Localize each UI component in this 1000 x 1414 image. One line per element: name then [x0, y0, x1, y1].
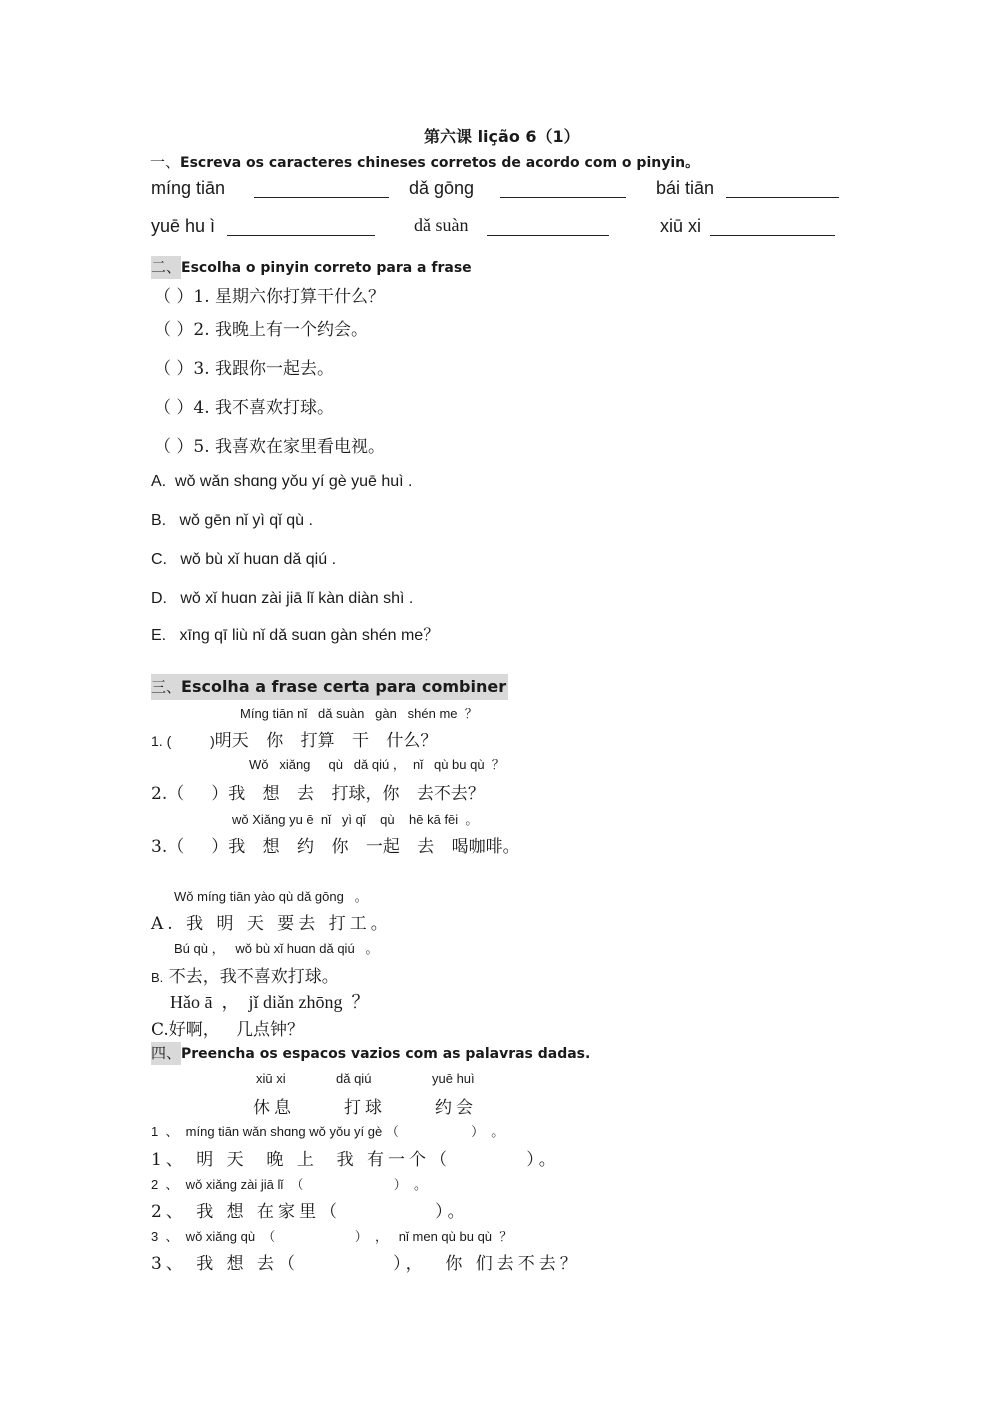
- item-sentence: 3. 我跟你一起去。: [193, 359, 335, 379]
- fill-question-1[interactable]: 1、 明 天 晚 上 我 有一个（ ）。: [151, 1150, 560, 1170]
- q2-pinyin: Wǒ xiǎng qù dǎ qiú ， nǐ qù bu qù ？: [249, 757, 505, 772]
- option-text: wǒ gēn nǐ yì qǐ qù .: [179, 512, 313, 529]
- page-title: 第六课 lição 6（1）: [424, 127, 580, 146]
- answer-blank[interactable]: [726, 181, 839, 198]
- match-item: [154, 393, 334, 418]
- combine-question-1: [151, 726, 437, 751]
- section-3-instruction: Escolha a frase certa para combiner: [181, 677, 507, 696]
- option-letter: E.: [151, 627, 167, 644]
- pinyin-word: dǎ gōng: [409, 178, 475, 198]
- question-sentence: 明天 你 打算 干 什么？: [214, 731, 438, 751]
- pinyin-word: xiū xi: [660, 216, 702, 236]
- section-4-header: [151, 1042, 590, 1063]
- fill-q1-pinyin: 1 、 míng tiān wǎn shɑng wǒ yǒu yí gè （ ） 。: [151, 1124, 505, 1139]
- section-2-instruction: Escolha o pinyin correto para a frase: [181, 260, 472, 276]
- option-letter: B.: [151, 512, 167, 529]
- item-sentence: 4. 我不喜欢打球。: [193, 398, 335, 418]
- word-chinese: 休息: [253, 1098, 295, 1118]
- section-1-instruction: Escreva os caracteres chineses corretos de acordo com o pinyin。: [180, 155, 700, 171]
- pinyin-option-d: [151, 590, 413, 608]
- option-text: wǒ wǎn shɑng yǒu yí gè yuē huì .: [175, 473, 413, 490]
- section-1-number: 一、: [150, 153, 181, 171]
- pinyin-option-b: [151, 512, 313, 530]
- section-2-header: [151, 256, 472, 277]
- q1-pinyin: Míng tiān nǐ dǎ suàn gàn shén me ？: [240, 706, 478, 721]
- answer-parens[interactable]: （ ）: [154, 320, 194, 340]
- pinyin-option-c: [151, 551, 336, 569]
- match-item: [154, 315, 368, 340]
- question-number[interactable]: 3.（ ）: [151, 837, 229, 857]
- item-sentence: 5. 我喜欢在家里看电视。: [193, 437, 386, 457]
- combine-question-3: [151, 832, 520, 857]
- answer-parens[interactable]: （ ）: [154, 287, 194, 307]
- match-item: [154, 282, 385, 307]
- pinyin-word: yuē hu ì: [151, 216, 216, 236]
- answer-blank[interactable]: [710, 219, 835, 236]
- section-1-header: [150, 151, 699, 172]
- answer-parens[interactable]: （ ）: [154, 398, 194, 418]
- question-sentence: 我 想 约 你 一起 去 喝咖啡。: [228, 837, 520, 857]
- answer-a-pinyin: Wǒ míng tiān yào qù dǎ gōng 。: [174, 889, 368, 904]
- answer-b: [151, 962, 339, 987]
- answer-c: C.好啊， 几点钟？: [151, 1020, 305, 1040]
- match-item: [154, 354, 334, 379]
- section-4-instruction: Preencha os espacos vazios com as palavras dadas.: [181, 1046, 591, 1062]
- fill-q3-pinyin: 3 、 wǒ xiǎng qù （ ） ， nǐ men qù bu qù ？: [151, 1229, 513, 1244]
- answer-blank[interactable]: [227, 219, 375, 236]
- pinyin-word: bái tiān: [656, 178, 715, 198]
- answer-parens[interactable]: （ ）: [154, 359, 194, 379]
- pinyin-word: dǎ suàn: [414, 215, 469, 235]
- option-letter: A.: [151, 473, 167, 490]
- question-number[interactable]: 2.（ ）: [151, 784, 229, 804]
- item-sentence: 1. 星期六你打算干什么？: [193, 287, 386, 307]
- answer-b-pinyin: Bú qù ， wǒ bù xǐ huɑn dǎ qiú 。: [174, 941, 379, 956]
- option-text: wǒ bù xǐ huɑn dǎ qiú .: [180, 551, 337, 568]
- item-sentence: 2. 我晚上有一个约会。: [193, 320, 369, 340]
- question-sentence: 我 想 去 打球，你 去不去？: [228, 784, 485, 804]
- combine-question-2: [151, 779, 485, 804]
- pinyin-word: míng tiān: [151, 178, 226, 198]
- fill-question-3[interactable]: 3、 我 想 去（ ）， 你 们去不去？: [151, 1254, 581, 1274]
- fill-q2-pinyin: 2 、 wǒ xiǎng zài jiā lǐ （ ） 。: [151, 1177, 427, 1192]
- answer-sentence: 不去，我不喜欢打球。: [168, 967, 339, 987]
- word-pinyin: dǎ qiú: [336, 1071, 372, 1086]
- question-number[interactable]: 1. ( ): [151, 733, 215, 749]
- option-text: wǒ xǐ huɑn zài jiā lǐ kàn diàn shì .: [180, 590, 414, 607]
- answer-letter: B.: [151, 970, 164, 985]
- answer-parens[interactable]: （ ）: [154, 437, 194, 457]
- fill-question-2[interactable]: 2、 我 想 在家里（ ）。: [151, 1202, 469, 1222]
- answer-a: A. 我 明 天 要去 打工。: [151, 914, 392, 934]
- word-pinyin: xiū xi: [256, 1071, 286, 1086]
- word-pinyin: yuē huì: [432, 1071, 475, 1086]
- section-3-header: [151, 674, 508, 700]
- q3-pinyin: wǒ Xiǎng yu ē nǐ yì qǐ qù hē kā fēi 。: [232, 812, 479, 827]
- answer-blank[interactable]: [500, 181, 626, 198]
- answer-blank[interactable]: [254, 181, 389, 198]
- option-text: xīng qī liù nǐ dǎ suɑn gàn shén me？: [179, 627, 440, 644]
- answer-blank[interactable]: [487, 219, 609, 236]
- word-chinese: 约会: [435, 1098, 477, 1118]
- pinyin-option-e: [151, 622, 439, 645]
- section-3-number: 三、: [151, 678, 182, 696]
- pinyin-option-a: [151, 473, 413, 491]
- option-letter: C.: [151, 551, 167, 568]
- section-4-number: 四、: [151, 1042, 181, 1065]
- section-2-number: 二、: [151, 256, 181, 279]
- word-chinese: 打球: [344, 1098, 386, 1118]
- match-item: [154, 432, 385, 457]
- option-letter: D.: [151, 590, 167, 607]
- answer-c-pinyin: Hǎo ā ， jǐ diǎn zhōng ？: [170, 992, 370, 1012]
